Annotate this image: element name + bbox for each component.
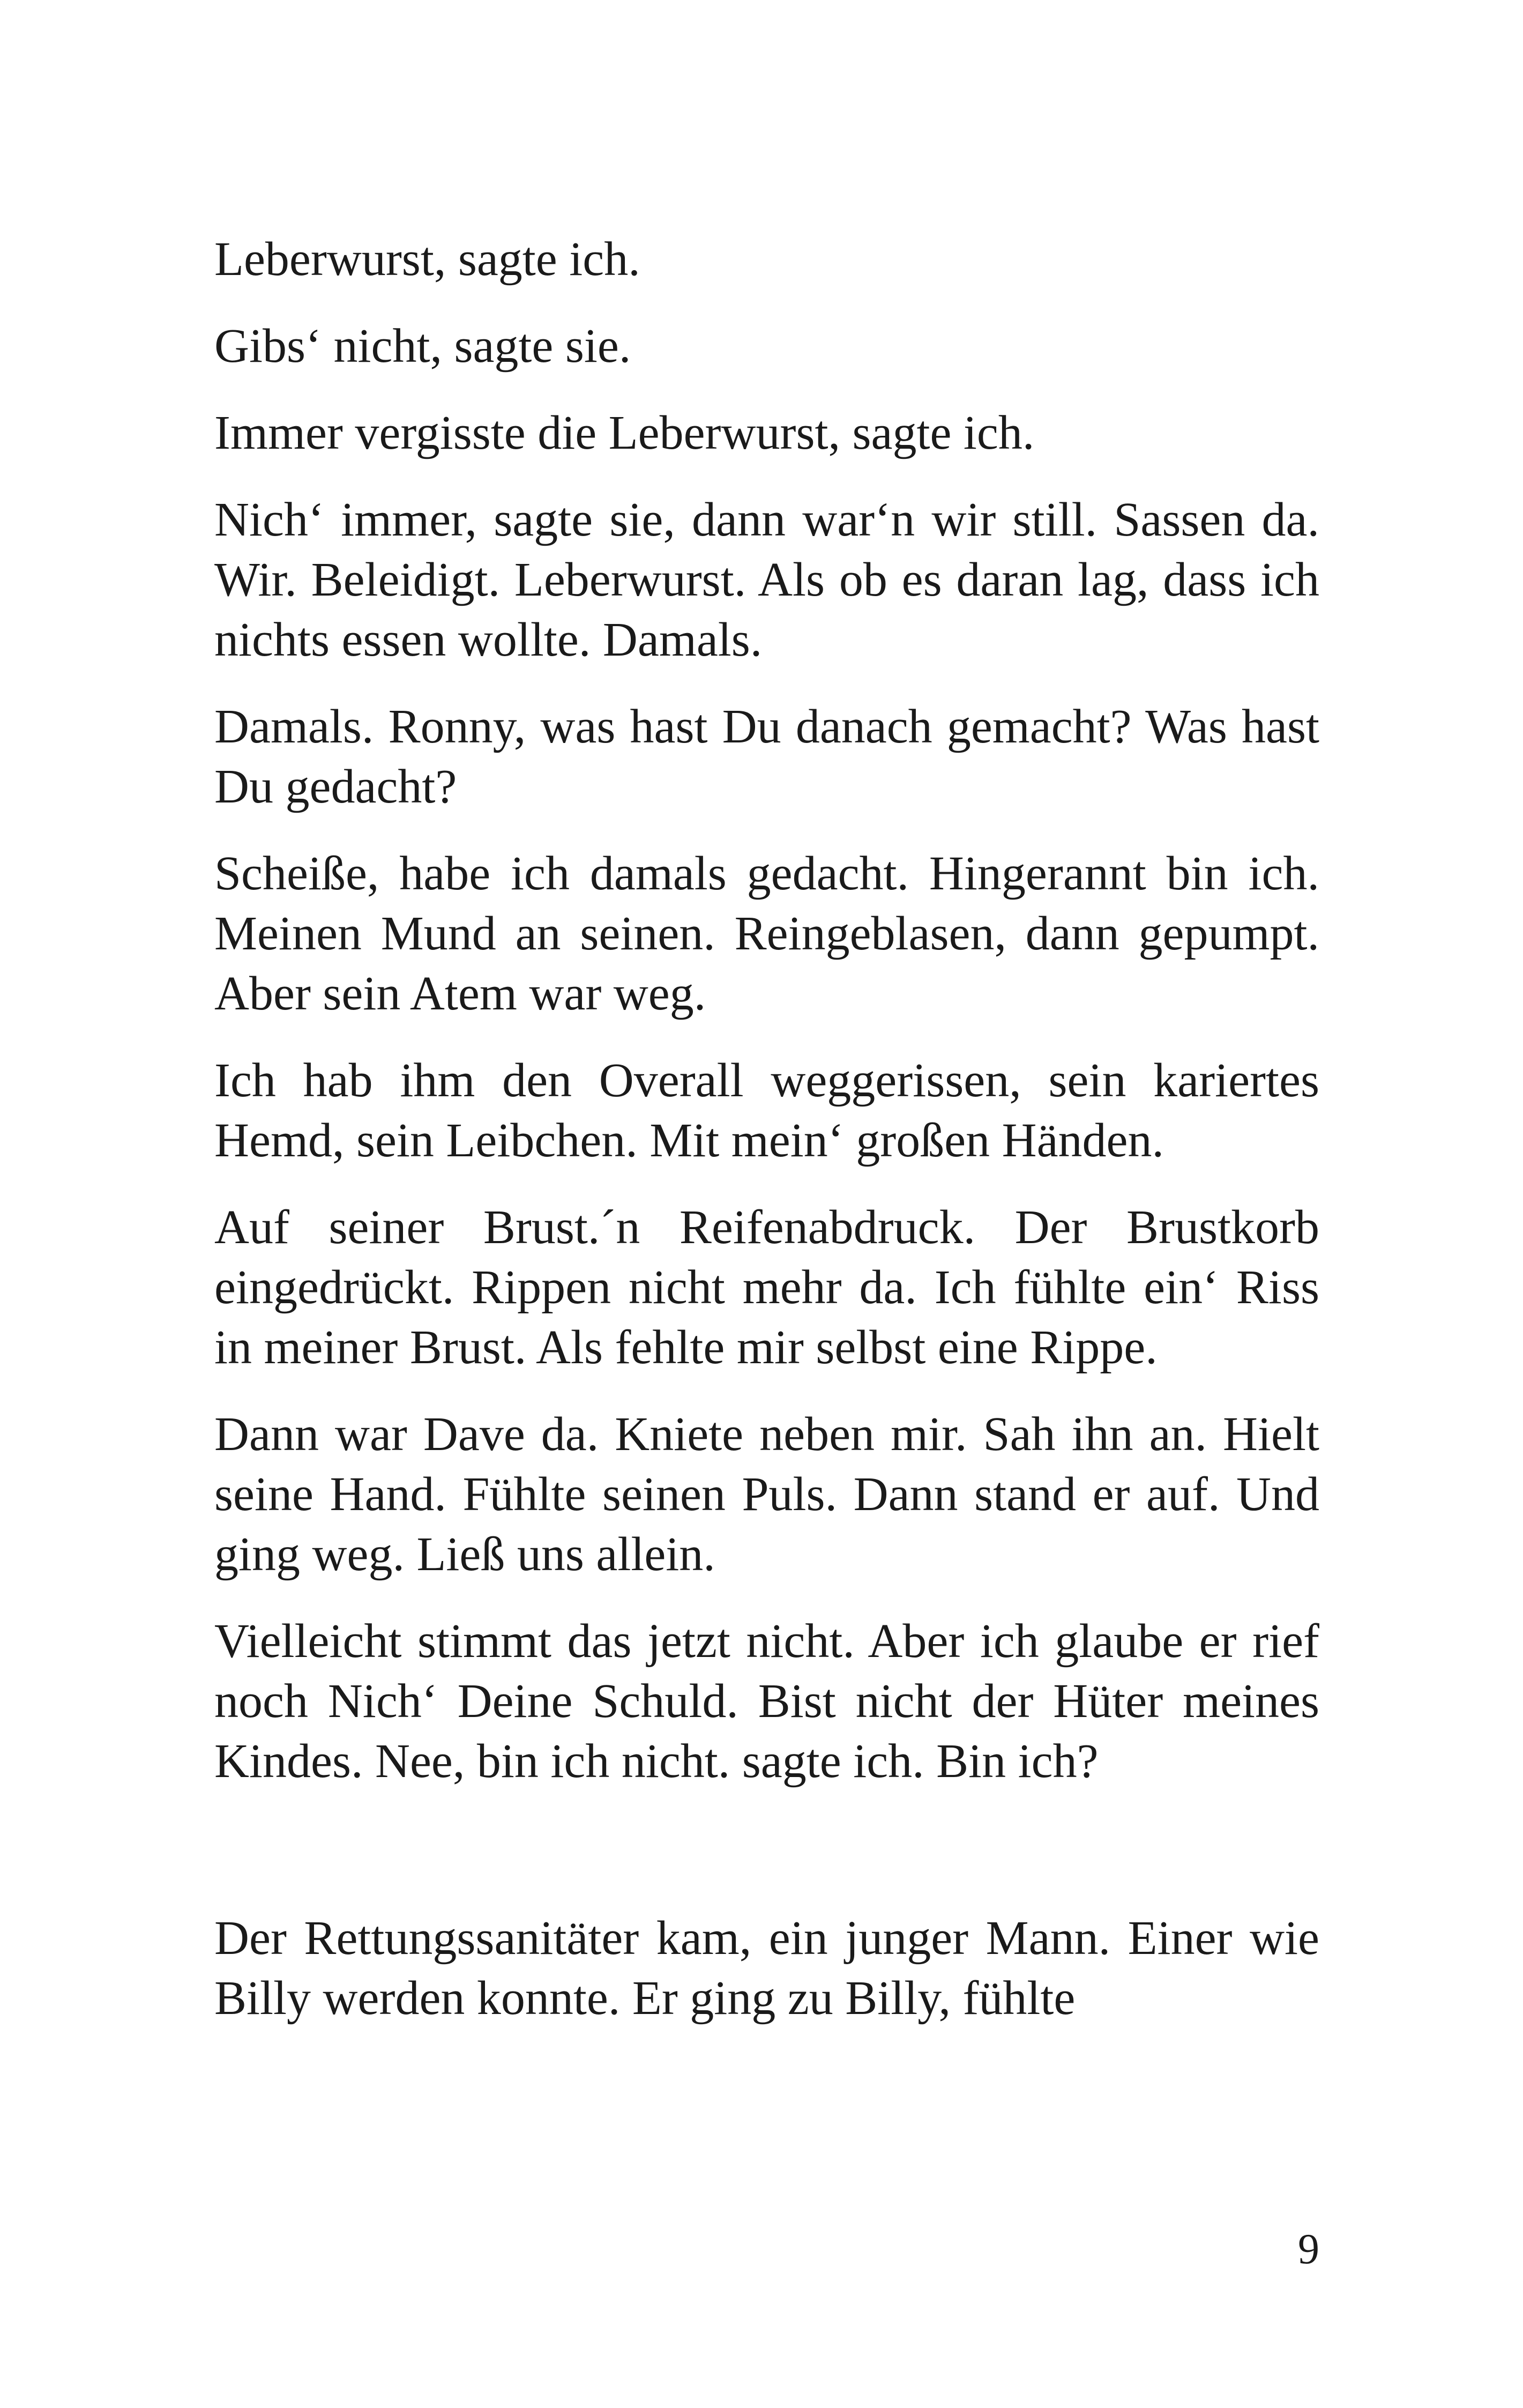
paragraph-9: Dann war Dave da. Kniete neben mir. Sah ihn an. Hielt seine Hand. Fühlte seinen Puls. Dann stand er auf. Und ging weg. Ließ uns allein. — [214, 1408, 1319, 1581]
paragraph-6: Scheiße, habe ich damals gedacht. Hingerannt bin ich. Meinen Mund an seinen. Reingeblasen, dann gepumpt. Aber sein Atem war weg. — [214, 847, 1319, 1020]
paragraph-10: Vielleicht stimmt das jetzt nicht. Aber ich glaube er rief noch Nich‘ Deine Schuld. Bist nicht der Hüter meines Kindes. Nee, bin ich nicht. sagte ich. Bin ich? — [214, 1615, 1319, 1788]
paragraph-2: Gibs‘ nicht, sagte sie. — [214, 319, 631, 373]
paragraph-5: Damals. Ronny, was hast Du danach gemacht? Was hast Du gedacht? — [214, 700, 1319, 813]
paragraph-7: Ich hab ihm den Overall weggerissen, sein kariertes Hemd, sein Leibchen. Mit mein‘ großen Händen. — [214, 1054, 1319, 1167]
paragraph-8: Auf seiner Brust.´n Reifenabdruck. Der Brustkorb eingedrückt. Rippen nicht mehr da. Ich fühlte ein‘ Riss in meiner Brust. Als fehlte mir selbst eine Rippe. — [214, 1201, 1319, 1374]
paragraph-3: Immer vergisste die Leberwurst, sagte ich. — [214, 406, 1035, 459]
paragraph-1: Leberwurst, sagte ich. — [214, 233, 640, 286]
paragraph-11: Der Rettungssanitäter kam, ein junger Mann. Einer wie Billy werden konnte. Er ging zu Billy, fühlte — [214, 1912, 1319, 2025]
paragraph-4: Nich‘ immer, sagte sie, dann war‘n wir still. Sassen da. Wir. Beleidigt. Leberwurst. Als ob es daran lag, dass ich nichts essen wollte. Damals. — [214, 493, 1319, 666]
page-number: 9 — [1298, 2226, 1319, 2273]
body-text — [214, 229, 1319, 2055]
section-break — [214, 1818, 1319, 1908]
